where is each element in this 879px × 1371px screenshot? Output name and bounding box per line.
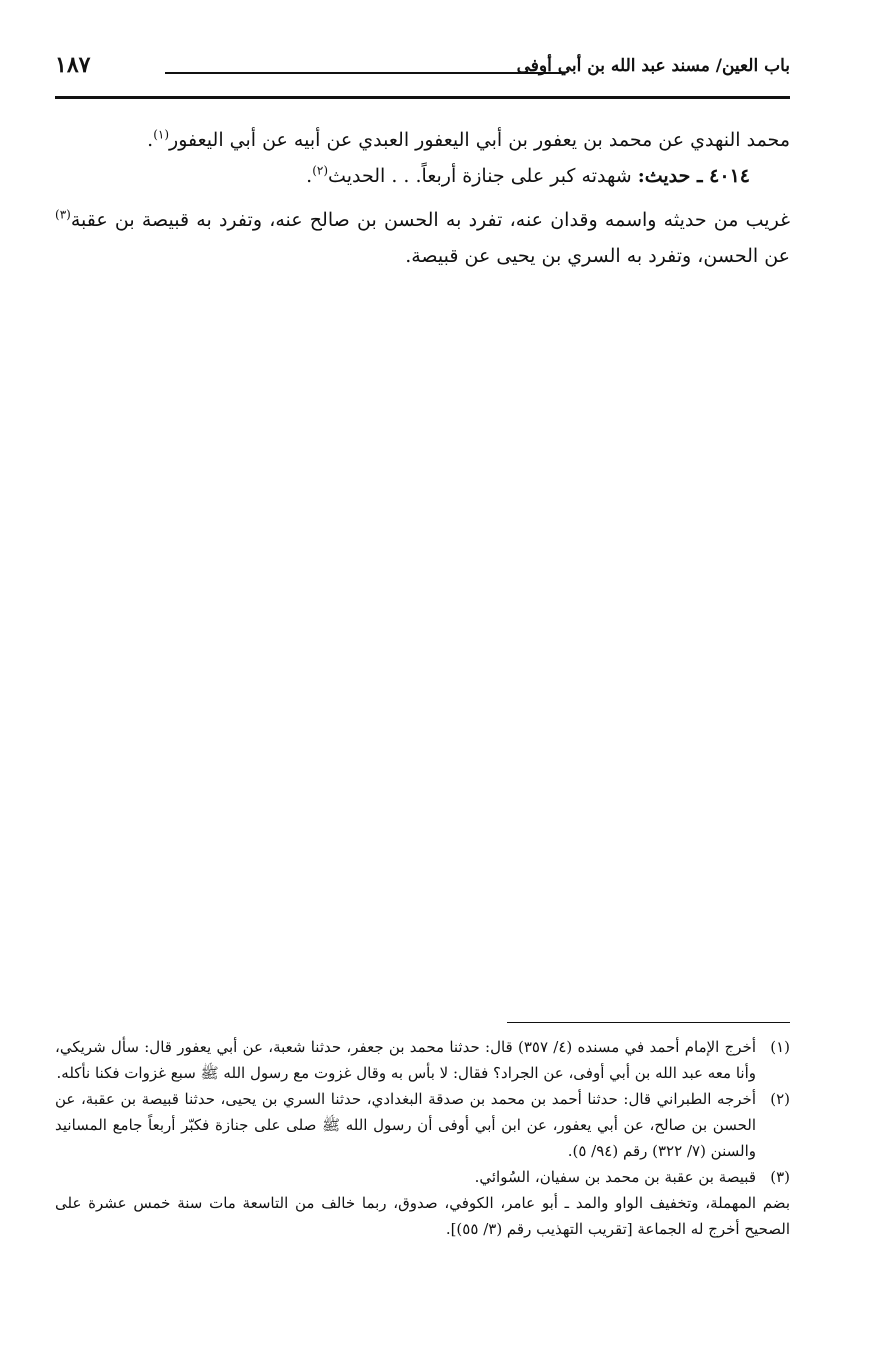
footnote-number: (٣) bbox=[770, 1168, 790, 1186]
footnote-continuation: بضم المهملة، وتخفيف الواو والمد ـ أبو عامر، الكوفي، صدوق، ربما خالف من التاسعة مات سنة خمس عشرة على الصحيح أخرج له الجماعة [تقريب التهذيب رقم (٣/ ٥٥)]. bbox=[55, 1194, 790, 1238]
footnote-item bbox=[55, 1086, 790, 1164]
paragraph-commentary bbox=[55, 202, 790, 274]
footnote-text: قبيصة بن عقبة بن محمد بن سفيان، السُوائي. bbox=[474, 1168, 756, 1186]
footnote-number: (٢) bbox=[770, 1090, 790, 1108]
footnote-item bbox=[55, 1034, 790, 1086]
footnote-ref-3: (٣) bbox=[55, 207, 71, 222]
paragraph-hadith bbox=[55, 158, 790, 194]
footnote-number: (١) bbox=[770, 1038, 790, 1056]
hadith-label: ٤٠١٤ ـ حديث: bbox=[637, 165, 750, 187]
hadith-text: شهدته كبر على جنازة أربعاً. . . الحديث bbox=[328, 165, 632, 187]
page-number: ١٨٧ bbox=[55, 52, 91, 78]
punctuation: . bbox=[306, 165, 313, 187]
header-rule bbox=[165, 72, 565, 74]
chain-text: محمد النهدي عن محمد بن يعفور بن أبي اليعفور العبدي عن أبيه عن أبي اليعفور bbox=[169, 129, 790, 151]
main-text bbox=[55, 122, 790, 274]
punctuation: . bbox=[147, 129, 154, 151]
footnote-separator bbox=[507, 1022, 790, 1023]
footnote-text: أخرجه الطبراني قال: حدثنا أحمد بن محمد بن صدقة البغدادي، حدثنا السري بن يحيى، حدثنا قبيصة بن عقبة، عن الحسن بن صالح، عن أبي يعفور، عن ابن أبي أوفى أن رسول الله ﷺ صلى على جنازة فكبّر أربعاً جامع المسانيد والسنن (٧/ ٣٢٢) رقم (٩٤/ ٥). bbox=[55, 1090, 756, 1160]
footnote-item bbox=[55, 1164, 790, 1190]
footnote-ref-1: (١) bbox=[153, 127, 170, 142]
footnotes bbox=[55, 1034, 790, 1242]
running-title: باب العين/ مسند عبد الله بن أبي أوفى bbox=[516, 56, 790, 76]
commentary-text-end: عن الحسن، وتفرد به السري بن يحيى عن قبيصة. bbox=[405, 245, 790, 267]
footnote-text: أخرج الإمام أحمد في مسنده (٤/ ٣٥٧) قال: حدثنا محمد بن جعفر، حدثنا شعبة، عن أبي يعفور قال: سأل شريكي، وأنا معه عبد الله بن أبي أوفى، عن الجراد؟ فقال: لا بأس به وقال غزوت مع رسول الله ﷺ سبع غزوات فكنا نأكله. bbox=[55, 1038, 757, 1082]
paragraph-chain bbox=[55, 122, 790, 158]
commentary-text: غريب من حديثه واسمه وقدان عنه، تفرد به الحسن بن صالح عنه، وتفرد به قبيصة بن عقبة bbox=[70, 209, 790, 231]
page-header bbox=[55, 48, 790, 99]
footnote-ref-2: (٢) bbox=[312, 163, 329, 178]
